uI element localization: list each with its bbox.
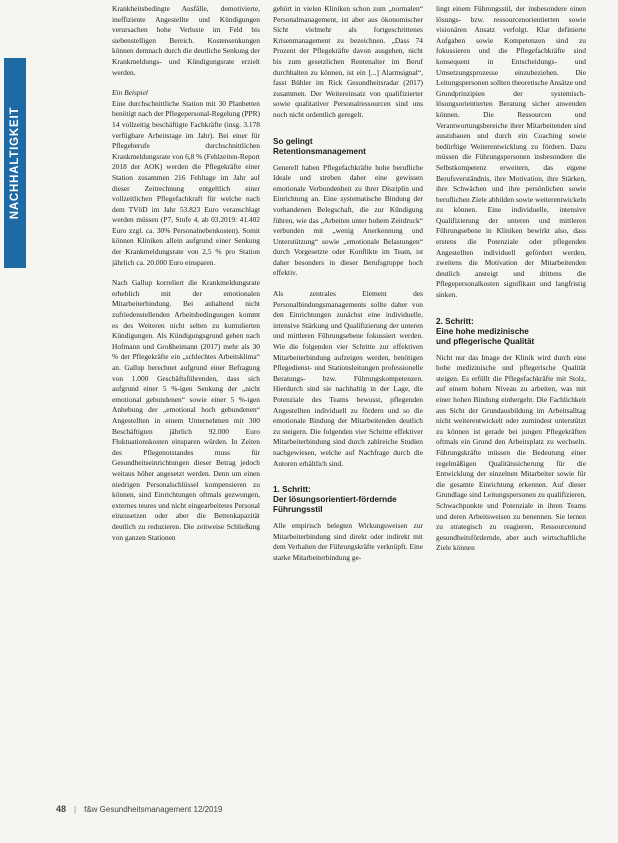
paragraph: Als zentrales Element des Personalbindungsmanagements sollte daher von den Einrichtungen zunächst eine individuelle, intensive Stärkung und Qualifizierung der unteren und mittleren Führungsebene fokussiert werden. Wie die folgenden vier Schritte zur effektiven Mitarbeiterbindung aufzeigen werden, benötigen Pflegedienst- und Stationsleitungen professionelle Beratungs- bzw. Führungskompetenzen. Hierdurch sind sie nachhaltig in der Lage, die Potenziale des Teams bewusst, pflegenden Angestellten individuell zu fördern und so die emotionale Bindung der Mitarbeitenden deutlich zu steigern. Die folgenden vier Schritte effektiver Mitarbeiterbindung sind durch zahlreiche Studien nachgewiesen, welche auf Nachfrage durch die Autoren erhältlich sind.	[273, 289, 423, 468]
paragraph: lingt einem Führungsstil, der insbesondere einen lösungs- bzw. ressourcenorientierten sowie visionären Ansatz verfolgt. Klar definierte Aufgaben sowie Kompetenzen sind zu fokussieren und die Pflegefachkräfte sind konsequent in Entscheidungs- und Umsetzungsprozesse einzubeziehen. Die Leitungspersonen sollten theoretische Ansätze und Grundprinzipien der systemisch-lösungsorientierten Beratung sicher anwenden können. Die Ressourcen und Verantwortungsbereiche ihrer Mitarbeitenden sind auszubauen und durch ein Coaching sowie bedürftige Weiterentwicklung zu fördern. Dazu müssen die Führungspersonen insbesondere die Selbstkompetenz erweitern, das eigene Berufsverständnis, ihre Motivation, ihre Stärken, ihre Schwächen und ihre persönlichen sowie beruflichen Ziele abbilden sowie weiterentwickeln zu können. Eine individuelle, intensive Qualifizierung der unteren und mittleren Führungsebene in Kliniken bewirkt also, dass erstens die Potenziale oder pflegenden Angestellten individuell gefördert werden, zweitens die Motivation der Mitarbeitenden deutlich ansteigt und drittens die Pflegepersonalkosten signifikant und langfristig sinken.	[436, 4, 586, 300]
section-heading-line: Der lösungsorientiert-fördernde	[273, 495, 397, 505]
paragraph: Nicht nur das Image der Klinik wird durch eine hohe medizinische und pflegerische Qualität steigen. Es erfüllt die Pflegefachkräfte mit Stolz, auf einem hohem Niveau zu arbeiten, was mit einer hohen Bindung einhergeht. Die Fachlichkeit aus Sicht der Grundausbildung im Arbeitsalltag nicht weiterentwickelt oder zumindest unterstützt zu können ist gerade bei jungen Pflegekräften oftmals ein Grund den Arbeitsplatz zu wechseln. Führungskräfte müssen die Bedeutung einer regelmäßigen Qualitätssicherung für die Entwicklung der einzelnen Mitarbeiter sowie für die gesamte Einrichtung erkennen. Auf dieser Grundlage sind Leitungspersonen zu qualifizieren, Schwachpunkte und Potenziale in ihren Teams und deren Arbeitsweisen zu benennen. Sie lernen zu strategisch zu reagieren, Ressourcenund gesundheitsfördernde, aber auch wirtschaftliche Ziele können	[436, 352, 586, 553]
section-heading	[273, 137, 423, 157]
section-tab	[4, 58, 26, 268]
column-1	[112, 4, 260, 553]
column-3	[436, 4, 586, 564]
section-heading-line: Eine hohe medizinische	[436, 326, 529, 336]
journal-name: f&w Gesundheitsmanagement 12/2019	[84, 804, 223, 814]
paragraph: gehört in vielen Kliniken schon zum „normalen“ Personalmanagement, ist aber aus ökonomischer Sicht vielmehr als fortgeschrittenes Krisenmanagement zu bezeichnen. „Dass 74 Prozent der Pflegekräfte davon ausgehen, nicht bis zum gesetzlichen Rentenalter im Beruf durchhalten zu können, ist ein [...] Alarmsignal“, fasst Bühler im Rick Gesundheitsradar (2017) zusammen. Der Weitereinsatz von qualifizierter sowie qualitativer Personalressourcen sind uns noch nicht ordentlich geregelt.	[273, 4, 423, 119]
section-heading-line: 2. Schritt:	[436, 316, 474, 326]
paragraph: Krankheitsbedingte Ausfälle, demotivierte, ineffiziente Angestellte und Kündigungen verursachen hohe Verluste im Feld bis siebenstelligen Bereich. Kostensenkungen können demnach durch die deutliche Senkung der Krankmeldungs- und Kündigungsrate erzielt werden.	[112, 4, 260, 77]
paragraph: Eine durchschnittliche Station mit 30 Planbetten benötigt nach der Pflegepersonal-Regelung (PPR) 14 vollzeitig beschäftigte Fachkräfte (insg. 3.178 verfügbare Arbeitstage im Jahr). Bei einer für Pflegeberufe durchschnittlichen Krankmeldungsrate von 6,8 % (Fehlzeiten-Report 2018 der AOK) werden die Pflegekräfte einer Station zusammen 216 Fehltage im Jahr auf dieser Zeitrechnung entgeltlich einer vollzeitlichen Pflegefachkraft für welche nach dem TVöD im Jahr 53.823 Euro veranschlagt werden müssen (P7, Stufe 4, ab 03.2019: 41.402 Euro zzgl. ca. 30% Personalnebenkosten). Somit können Kliniken allein aufgrund einer Senkung der Krankmeldungsrate von 2,5 % pro Station jährlich ca. 20.000 Euro einsparen.	[112, 98, 260, 267]
section-tab-label: NACHHALTIGKEIT	[9, 106, 21, 220]
section-heading-line: Retentionsmanagement	[273, 146, 366, 156]
column-2	[273, 4, 423, 574]
section-heading-line: Führungsstil	[273, 505, 323, 515]
paragraph: Alle empirisch belegten Wirkungsweisen zur Mitarbeiterbindung sind direkt oder indirekt mit dem Verhalten der Führungskräfte verknüpft. Eine starke Mitarbeiterbindung ge-	[273, 521, 423, 562]
section-heading-line: und pflegerische Qualität	[436, 336, 535, 346]
footer-separator: |	[74, 804, 77, 814]
paragraph: Nach Gallup korreliert die Krankmeldungsrate erheblich mit der emotionalen Mitarbeiterbindung. Bei anhaltend nicht zufriedenstellenden Arbeitsbedingungen kommt es des Weiteren nicht selten zu kumulierten Kündigungen. Als Kündigungsgrund geben nach Hofmann und Großheimann (2017) mehr als 30 % der Pflegekräfte ein „schlechtes Arbeitsklima“ an. Gallup berechnet aufgrund einer Befragung von 1.000 Geschäftsführenden, dass sich aufgrund einer 5 %-igen Senkung der „nicht emotional gebundenen“ sowie einer 5 %-igen Anhebung der „emotional hoch gebundenen“ Angestellten in einem Unternehmen mit 300 Beschäftigten jährlich 92.000 Euro Fluktuationskosten einsparen würden. In Zeiten des Pflegenotstandes muss für Gesundheitseinrichtungen dieser Betrag jedoch weitaus höher angesetzt werden. Denn um einen niedrigen Personalschlüssel kompensieren zu können, sind Einrichtungen oftmals gezwungen, externes teures und nicht eingearbeitetes Personal einzusetzen oder aber die Bettenkapazität deutlich zu reduzieren. Die zeitweise Schließung von ganzen Stationen	[112, 278, 260, 542]
example-heading: Ein Beispiel	[112, 88, 148, 98]
paragraph: Generell haben Pflegefachkräfte hohe berufliche Ideale und streben daher eine gewissen emotionale Verbundenheit zu ihrer Disziplin und Einrichtung an. Eine systematische Bindung der vorhandenen Belegschaft, die zur Kündigung führen, wie das „Arbeiten unter hohem Zeitdruck“ verbunden mit „wenig Anerkennung und Unterstützung“ sowie „emotionale Belastungen“ durch Vorgesetzte oder Konflikte im Team, ist daher besonders in dieser Berufsgruppe hoch effektiv.	[273, 162, 423, 278]
section-heading	[273, 485, 423, 515]
section-heading-line: So gelingt	[273, 136, 313, 146]
section-heading	[436, 317, 586, 347]
page-footer	[56, 804, 356, 814]
page-number: 48	[56, 804, 67, 814]
section-heading-line: 1. Schritt:	[273, 485, 311, 495]
